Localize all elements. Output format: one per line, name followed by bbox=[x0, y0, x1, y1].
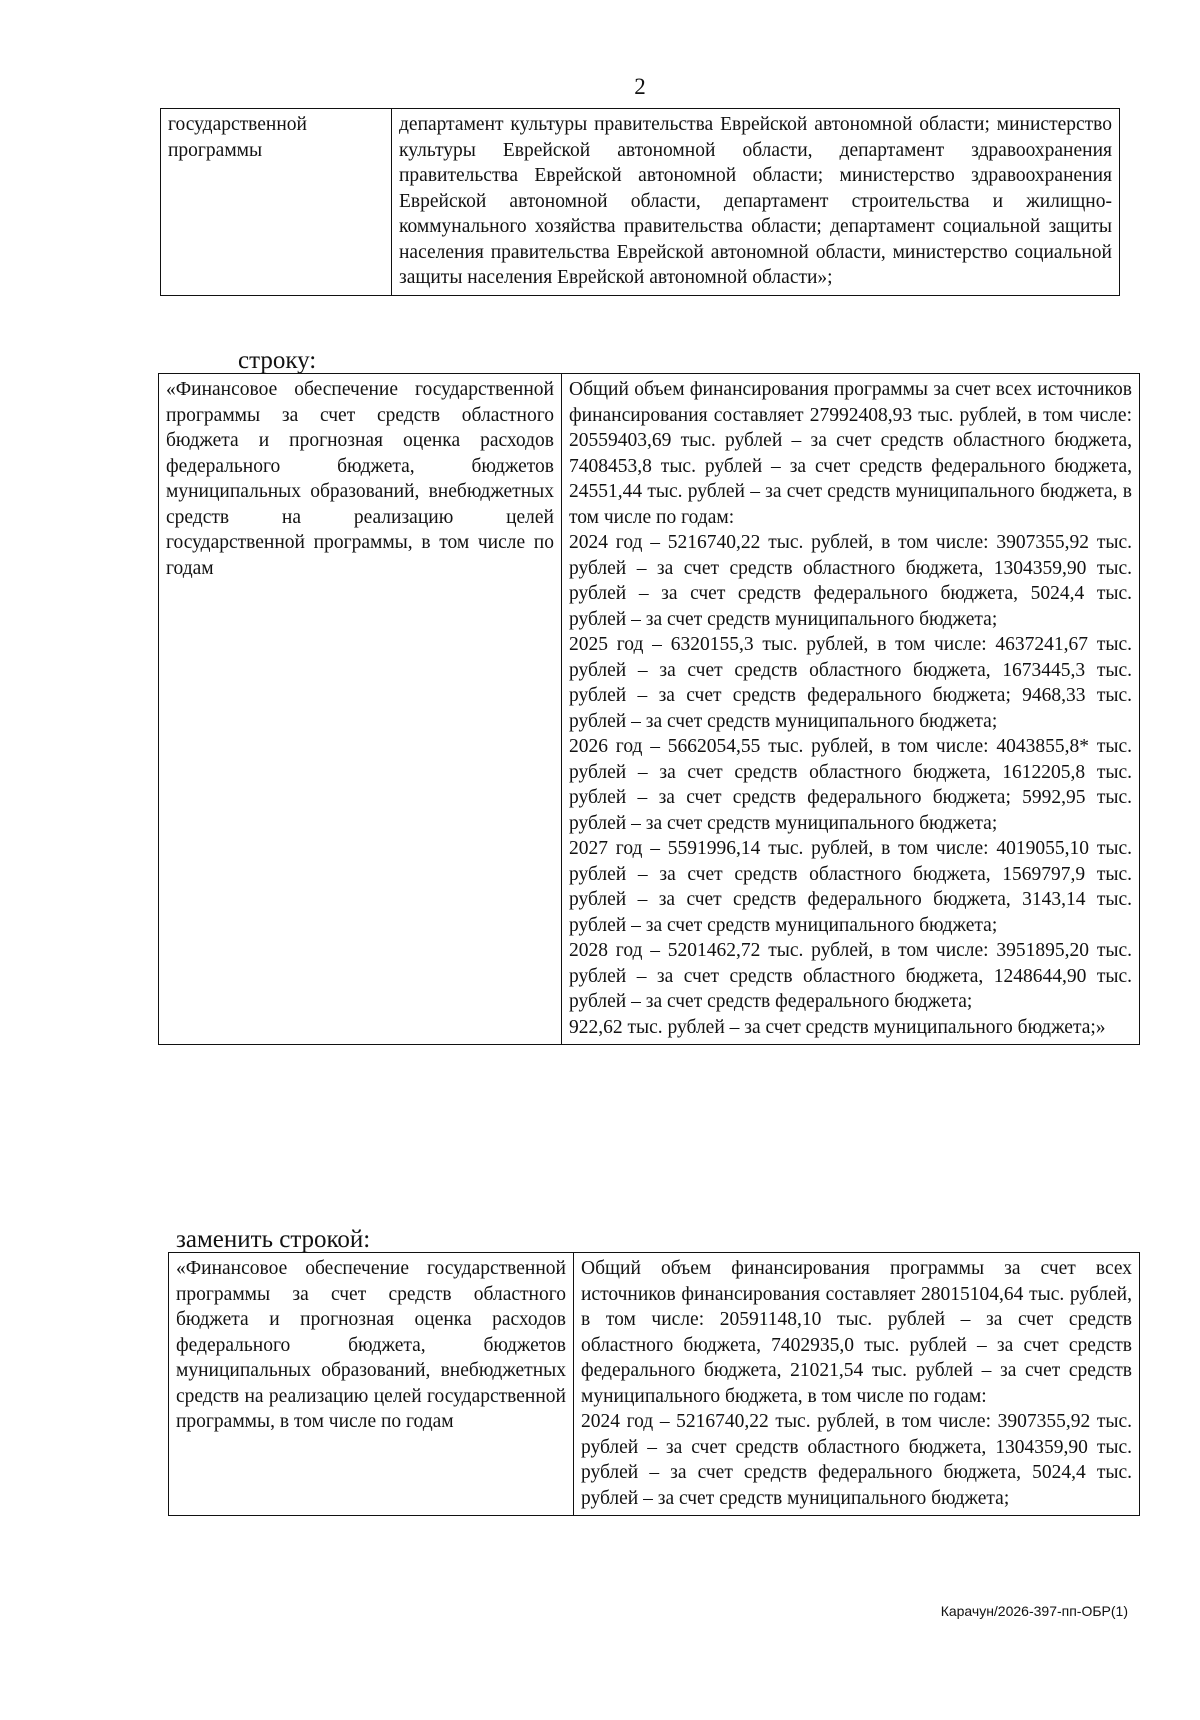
row-label-cell: государственной программы bbox=[161, 109, 392, 296]
old-paragraph-2024: 2024 год – 5216740,22 тыс. рублей, в том числе: 3907355,92 тыс. рублей – за счет средств областного бюджета, 1304359,90 тыс. рублей – за счет средств федерального бюджета, 5024,4 тыс. рублей – за счет средств муниципального бюджета; bbox=[569, 532, 1132, 630]
old-paragraph-total: Общий объем финансирования программы за счет всех источников финансирования составляет 27992408,93 тыс. рублей, в том числе: 20559403,69 тыс. рублей – за счет средств областного бюджета, 7408453,8 тыс. рублей – за счет средств федерального бюджета, 24551,44 тыс. рублей – за счет средств муниципального бюджета, в том числе по годам: bbox=[569, 379, 1132, 528]
old-paragraph-2025: 2025 год – 6320155,3 тыс. рублей, в том числе: 4637241,67 тыс. рублей – за счет средств областного бюджета, 1673445,3 тыс. рублей – за счет средств федерального бюджета; 9468,33 тыс. рублей – за счет средств муниципального бюджета; bbox=[569, 634, 1132, 732]
new-paragraph-total: Общий объем финансирования программы за счет всех источников финансирования составляет 28015104,64 тыс. рублей, в том числе: 20591148,10 тыс. рублей – за счет средств областного бюджета, 7402935,0 тыс. рублей – за счет средств федерального бюджета, 21021,54 тыс. рублей – за счет средств муниципального бюджета, в том числе по годам: bbox=[581, 1258, 1132, 1407]
label-row: строку: bbox=[238, 347, 317, 374]
table-new-row bbox=[168, 1252, 1140, 1516]
table-row bbox=[161, 109, 1120, 296]
table-row bbox=[169, 1253, 1140, 1516]
table-old-row bbox=[158, 373, 1140, 1045]
label-replace: заменить строкой: bbox=[176, 1226, 371, 1253]
old-row-label-cell: «Финансовое обеспечение государственной программы за счет средств областного бюджета и прогнозная оценка расходов федерального бюджета, бюджетов муниципальных образований, внебюджетных средств на реализацию целей государственной программы, в том числе по годам bbox=[159, 374, 562, 1045]
footer-document-code: Карачун/2026-397-пп-ОБР(1) bbox=[940, 1603, 1128, 1619]
old-paragraph-2026: 2026 год – 5662054,55 тыс. рублей, в том числе: 4043855,8* тыс. рублей – за счет средств областного бюджета, 1612205,8 тыс. рублей – за счет средств федерального бюджета; 5992,95 тыс. рублей – за счет средств муниципального бюджета; bbox=[569, 736, 1132, 834]
old-paragraph-2028: 2028 год – 5201462,72 тыс. рублей, в том числе: 3951895,20 тыс. рублей – за счет средств областного бюджета, 1248644,90 тыс. рублей – за счет средств федерального бюджета; bbox=[569, 940, 1132, 1012]
old-paragraph-municipal: 922,62 тыс. рублей – за счет средств муниципального бюджета;» bbox=[569, 1016, 1106, 1038]
new-paragraph-2024: 2024 год – 5216740,22 тыс. рублей, в том числе: 3907355,92 тыс. рублей – за счет средств областного бюджета, 1304359,90 тыс. рублей – за счет средств федерального бюджета, 5024,4 тыс. рублей – за счет средств муниципального бюджета; bbox=[581, 1411, 1132, 1509]
table-continuation bbox=[160, 108, 1120, 296]
old-row-value-cell bbox=[562, 374, 1140, 1045]
new-row-label-cell: «Финансовое обеспечение государственной программы за счет средств областного бюджета и прогнозная оценка расходов федерального бюджета, бюджетов муниципальных образований, внебюджетных средств на реализацию целей государственной программы, в том числе по годам bbox=[169, 1253, 574, 1516]
old-paragraph-2027: 2027 год – 5591996,14 тыс. рублей, в том числе: 4019055,10 тыс. рублей – за счет средств областного бюджета, 1569797,9 тыс. рублей – за счет средств федерального бюджета, 3143,14 тыс. рублей – за счет средств муниципального бюджета; bbox=[569, 838, 1132, 936]
table-row bbox=[159, 374, 1140, 1045]
page-number: 2 bbox=[634, 74, 646, 99]
new-row-value-cell bbox=[574, 1253, 1140, 1516]
row-value-cell: департамент культуры правительства Еврейской автономной области; министерство культуры Еврейской автономной области, департамент здравоохранения правительства Еврейской автономной области; министерство здравоохранения Еврейской автономной области, департамент строительства и жилищно-коммунального хозяйства правительства области; департамент социальной защиты населения правительства Еврейской автономной области, министерство социальной защиты населения Еврейской автономной области»; bbox=[392, 109, 1120, 296]
